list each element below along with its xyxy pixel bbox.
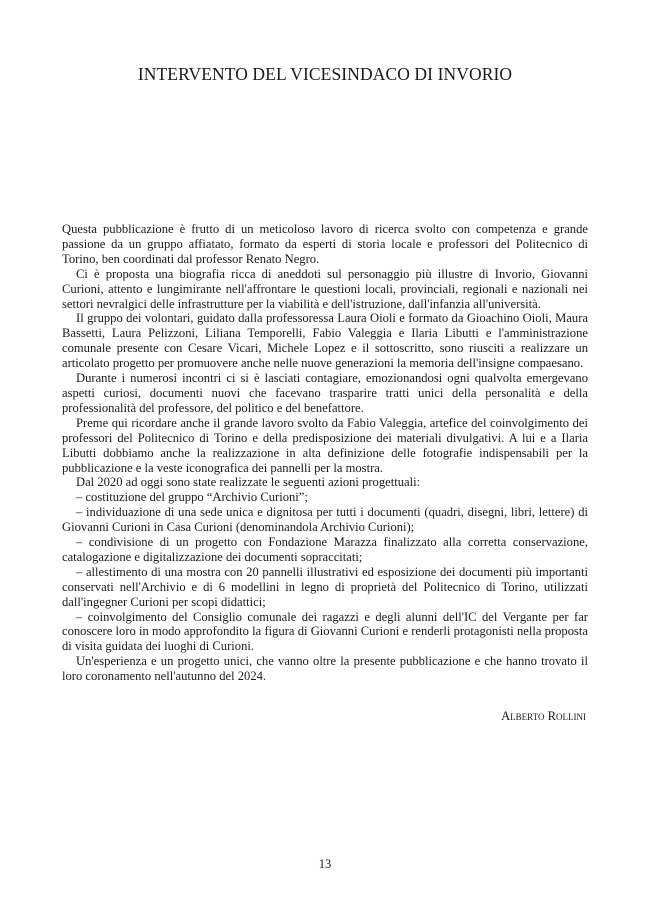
page-title: INTERVENTO DEL VICESINDACO DI INVORIO <box>137 64 513 84</box>
paragraph: Questa pubblicazione è frutto di un meticoloso lavoro di ricerca svolto con competenza e grande passione da un gruppo affiatato, formato da esperti di storia locale e professori del Politecnico di Torino, ben coordinati dal professor Renato Negro. <box>62 222 588 266</box>
paragraph: Ci è proposta una biografia ricca di aneddoti sul personaggio più illustre di Invorio, Giovanni Curioni, attento e lungimirante nell'affrontare le questioni locali, provinciali, regionali e nazionali nei settori nevralgici delle infrastrutture per la viabilità e dell'istruzione, dall'infanzia all'università. <box>62 266 588 311</box>
author-signature: Alberto Rollini <box>501 709 586 723</box>
body-text <box>62 222 588 684</box>
list-item: – allestimento di una mostra con 20 pannelli illustrativi ed esposizione dei documenti più importanti conservati nell'Archivio e di 6 modellini in legno di proprietà del Politecnico di Torino, utilizzati dall'ingegner Curioni per scopi didattici; <box>62 564 588 609</box>
paragraph: Dal 2020 ad oggi sono state realizzate le seguenti azioni progettuali: <box>76 475 421 490</box>
page-number: 13 <box>318 857 332 871</box>
list-item: – condivisione di un progetto con Fondazione Marazza finalizzato alla corretta conservazione, catalogazione e digitalizzazione dei documenti sopraccitati; <box>62 535 588 564</box>
list-item: – coinvolgimento del Consiglio comunale dei ragazzi e degli alunni dell'IC del Vergante per far conoscere loro in modo approfondito la figura di Giovanni Curioni e renderli protagonisti nella proposta di visita guidata dei luoghi di Curioni. <box>62 609 588 654</box>
list-item: – costituzione del gruppo “Archivio Curioni”; <box>76 490 308 505</box>
list-item: – individuazione di una sede unica e dignitosa per tutti i documenti (quadri, disegni, libri, lettere) di Giovanni Curioni in Casa Curioni (denominandola Archivio Curioni); <box>62 505 588 535</box>
paragraph: Durante i numerosi incontri ci si è lasciati contagiare, emozionandosi ogni qualvolta emergevano aspetti curiosi, documenti nuovi che facevano trasparire tratti unici della personalità e della professionalità del professore, del politico e del benefattore. <box>62 371 588 415</box>
paragraph: Un'esperienza e un progetto unici, che vanno oltre la presente pubblicazione e che hanno trovato il loro coronamento nell'autunno del 2024. <box>62 654 588 684</box>
paragraph: Il gruppo dei volontari, guidato dalla professoressa Laura Oioli e formato da Gioachino Oioli, Maura Bassetti, Laura Pelizzoni, Liliana Temporelli, Fabio Valeggia e Ilaria Libutti e l'amministrazione comunale presente con Cesare Vicari, Michele Lopez e il sottoscritto, sono riusciti a realizzare un articolato progetto per promuovere anche nelle nuove generazioni la memoria dell'insigne compaesano. <box>62 311 588 371</box>
paragraph: Preme qui ricordare anche il grande lavoro svolto da Fabio Valeggia, artefice del coinvolgimento dei professori del Politecnico di Torino e della predisposizione dei materiali divulgativi. A lui e a Ilaria Libutti dobbiamo anche la realizzazione in alta definizione delle fotografie indispensabili per la pubblicazione e la veste iconografica dei pannelli per la mostra. <box>62 415 588 475</box>
